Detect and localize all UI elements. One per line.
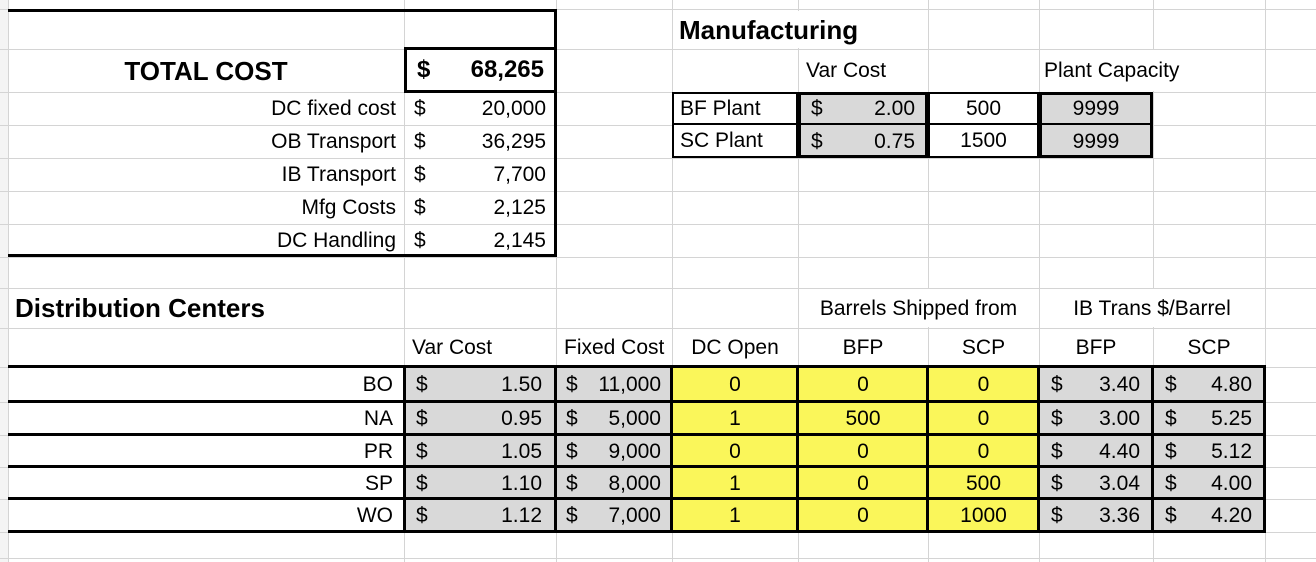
dc-open-cell[interactable]: 1 — [729, 471, 741, 495]
dc-ib-bfp-cell[interactable] — [1041, 402, 1150, 435]
currency-symbol: $ — [1165, 504, 1177, 527]
dc-fixed-cost-cell-value: 9,000 — [608, 439, 661, 463]
dc-row-label[interactable]: SP — [364, 471, 393, 495]
cost-row-amount[interactable] — [404, 191, 556, 224]
mfg-var-cost-header[interactable]: Var Cost — [806, 59, 887, 82]
distribution-title[interactable]: Distribution Centers — [9, 289, 319, 327]
cost-row-amount[interactable] — [404, 224, 556, 257]
currency-symbol: $ — [1165, 407, 1177, 430]
plant-row-label[interactable]: BF Plant — [672, 92, 798, 125]
dc-var-cost-cell-value: 1.10 — [501, 471, 542, 495]
cost-row-label[interactable]: Mfg Costs — [301, 196, 396, 219]
currency-symbol: $ — [566, 407, 578, 430]
currency-symbol: $ — [416, 471, 428, 495]
dc-fixed-cost-cell[interactable] — [558, 435, 669, 467]
plant-var-cost-cell[interactable] — [801, 94, 925, 123]
dc-scp-ship-header[interactable]: SCP — [961, 336, 1006, 359]
dc-scp-barrels-cell[interactable]: 500 — [965, 471, 1002, 495]
currency-symbol: $ — [566, 439, 578, 463]
dc-ib-scp-cell[interactable] — [1155, 402, 1262, 435]
dc-ib-scp-cell[interactable] — [1155, 499, 1262, 532]
dc-bfp-barrels-cell[interactable]: 0 — [857, 373, 869, 396]
dc-ib-bfp-cell[interactable] — [1041, 435, 1150, 467]
dc-var-cost-cell-value: 0.95 — [501, 407, 542, 430]
cost-row-label[interactable]: IB Transport — [281, 163, 396, 186]
plant-row-label[interactable]: SC Plant — [672, 125, 798, 158]
currency-symbol: $ — [414, 163, 426, 186]
plant-quantity-cell[interactable]: 500 — [928, 92, 1039, 125]
dc-var-cost-cell[interactable] — [406, 467, 552, 499]
currency-symbol: $ — [566, 471, 578, 495]
currency-symbol: $ — [416, 373, 428, 396]
dc-var-cost-cell-value: 1.05 — [501, 439, 542, 463]
dc-ib-bfp-cell[interactable] — [1041, 499, 1150, 532]
cost-row-amount[interactable] — [404, 125, 556, 158]
dc-fixed-cost-cell[interactable] — [558, 467, 669, 499]
currency-symbol: $ — [566, 373, 578, 396]
dc-fixed-cost-cell-value: 7,000 — [608, 504, 661, 527]
cost-row-amount[interactable] — [404, 158, 556, 191]
dc-ib-scp-cell[interactable] — [1155, 367, 1262, 402]
dc-ib-scp-cell[interactable] — [1155, 435, 1262, 467]
currency-symbol: $ — [811, 130, 823, 153]
dc-ib-bfp-cell-value: 3.36 — [1099, 504, 1140, 527]
dc-var-cost-cell[interactable] — [406, 367, 552, 402]
cost-row-amount-value: 36,295 — [481, 130, 546, 153]
dc-fixed-cost-header[interactable]: Fixed Cost — [564, 336, 665, 359]
mfg-var-cost-separator — [798, 123, 928, 125]
dc-ib-scp-cell-value: 5.25 — [1211, 407, 1252, 430]
dc-ib-bfp-cell-value: 3.40 — [1099, 373, 1140, 396]
total-cost-title[interactable]: TOTAL COST — [124, 55, 288, 86]
barrels-shipped-header: Barrels Shipped from — [799, 289, 1038, 327]
currency-symbol: $ — [417, 56, 431, 83]
dc-ib-bfp-cell-value: 3.04 — [1099, 471, 1140, 495]
ib-trans-header: IB Trans $/Barrel — [1040, 289, 1264, 327]
dc-row-label[interactable]: WO — [356, 504, 393, 527]
dc-ib-scp-cell-value: 4.00 — [1211, 471, 1252, 495]
dc-var-cost-cell-value: 1.12 — [501, 504, 542, 527]
currency-symbol: $ — [416, 439, 428, 463]
dc-ib-bfp-cell[interactable] — [1041, 467, 1150, 499]
currency-symbol: $ — [1051, 471, 1063, 495]
dc-ib-bfp-cell-value: 4.40 — [1099, 439, 1140, 463]
currency-symbol: $ — [1051, 407, 1063, 430]
currency-symbol: $ — [811, 97, 823, 120]
dc-scp-barrels-cell[interactable]: 0 — [977, 439, 990, 463]
cost-row-label[interactable]: OB Transport — [271, 130, 396, 153]
dc-var-cost-cell[interactable] — [406, 435, 552, 467]
dc-open-cell[interactable]: 0 — [729, 373, 741, 396]
dc-fixed-cost-cell-value: 8,000 — [608, 471, 661, 495]
cost-row-amount-value: 2,125 — [493, 196, 546, 219]
cost-row-label[interactable]: DC fixed cost — [271, 97, 396, 120]
dc-row-label[interactable]: PR — [363, 439, 393, 463]
plant-quantity-cell[interactable]: 1500 — [928, 125, 1039, 158]
currency-symbol: $ — [1051, 504, 1063, 527]
dc-table-border-vertical — [1263, 365, 1266, 533]
dc-bfp-barrels-cell[interactable]: 0 — [857, 504, 869, 527]
currency-symbol: $ — [566, 504, 578, 527]
currency-symbol: $ — [414, 196, 426, 219]
currency-symbol: $ — [416, 407, 428, 430]
dc-fixed-cost-cell-value: 5,000 — [608, 407, 661, 430]
currency-symbol: $ — [1051, 439, 1063, 463]
currency-symbol: $ — [1051, 373, 1063, 396]
dc-row-label[interactable]: BO — [362, 373, 393, 396]
cost-row-amount-value: 20,000 — [481, 97, 546, 120]
gridline-horizontal — [0, 257, 1316, 258]
total-cost-value-cell[interactable] — [407, 50, 554, 90]
plant-capacity-cell[interactable]: 9999 — [1072, 130, 1120, 153]
dc-table-border-vertical — [554, 365, 557, 533]
currency-symbol: $ — [414, 130, 426, 153]
currency-symbol: $ — [1165, 373, 1177, 396]
dc-open-cell[interactable]: 0 — [729, 439, 741, 463]
dc-scp-barrels-cell[interactable]: 1000 — [960, 504, 1007, 527]
plant-capacity-cell[interactable]: 9999 — [1072, 97, 1120, 120]
mfg-capacity-separator — [1039, 123, 1153, 125]
dc-var-cost-header[interactable]: Var Cost — [412, 336, 493, 359]
dc-fixed-cost-cell[interactable] — [558, 499, 669, 532]
gridline-horizontal — [0, 558, 1316, 559]
dc-ib-scp-cell-value: 5.12 — [1211, 439, 1252, 463]
mfg-plant-capacity-header[interactable]: Plant Capacity — [1040, 50, 1264, 91]
dc-open-cell[interactable]: 1 — [729, 504, 741, 527]
manufacturing-title[interactable]: Manufacturing — [673, 11, 888, 48]
cost-row-label[interactable]: DC Handling — [276, 229, 396, 252]
dc-bfp-barrels-cell[interactable]: 0 — [857, 439, 869, 463]
dc-fixed-cost-cell-value: 11,000 — [598, 373, 661, 396]
column-a-strip — [0, 0, 8, 562]
currency-symbol: $ — [1165, 439, 1177, 463]
dc-row-label[interactable]: NA — [363, 407, 393, 430]
dc-open-cell[interactable]: 1 — [729, 407, 741, 430]
plant-var-cost-cell-value: 0.75 — [874, 130, 915, 153]
dc-bfp-barrels-cell[interactable]: 500 — [845, 407, 881, 430]
currency-symbol: $ — [1165, 471, 1177, 495]
dc-bfp-barrels-cell[interactable]: 0 — [857, 471, 869, 495]
plant-var-cost-cell[interactable] — [801, 127, 925, 156]
dc-scp-barrels-cell[interactable]: 0 — [977, 407, 990, 430]
currency-symbol: $ — [414, 97, 426, 120]
dc-open-header[interactable]: DC Open — [691, 336, 779, 359]
dc-ib-bfp-cell-value: 3.00 — [1099, 407, 1140, 430]
dc-var-cost-cell[interactable] — [406, 499, 552, 532]
dc-scp-ib-header[interactable]: SCP — [1187, 336, 1231, 359]
plant-var-cost-cell-value: 2.00 — [874, 97, 915, 120]
dc-ib-scp-cell[interactable] — [1155, 467, 1262, 499]
cost-row-amount[interactable] — [404, 92, 556, 125]
dc-bfp-ib-header[interactable]: BFP — [1075, 336, 1117, 359]
dc-scp-barrels-cell[interactable]: 0 — [977, 373, 990, 396]
cost-row-amount-value: 7,700 — [493, 163, 546, 186]
dc-var-cost-cell[interactable] — [406, 402, 552, 435]
dc-ib-scp-cell-value: 4.80 — [1211, 373, 1252, 396]
dc-fixed-cost-cell[interactable] — [558, 402, 669, 435]
dc-table-border-vertical — [1151, 365, 1154, 533]
dc-var-cost-cell-value: 1.50 — [501, 373, 542, 396]
dc-bfp-ship-header[interactable]: BFP — [842, 336, 884, 359]
currency-symbol: $ — [414, 229, 426, 252]
dc-fixed-cost-cell[interactable] — [558, 367, 669, 402]
dc-ib-scp-cell-value: 4.20 — [1211, 504, 1252, 527]
dc-ib-bfp-cell[interactable] — [1041, 367, 1150, 402]
currency-symbol: $ — [416, 504, 428, 527]
cost-row-amount-value: 2,145 — [493, 229, 546, 252]
total-cost-value: 68,265 — [470, 56, 544, 83]
